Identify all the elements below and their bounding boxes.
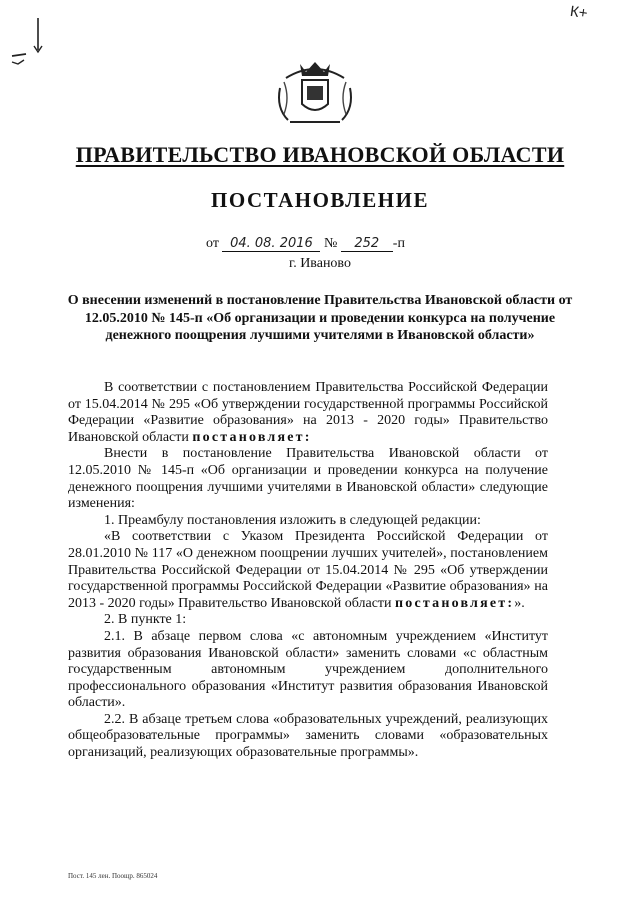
paragraph-item-1: 1. Преамбулу постановления изложить в следующей редакции: bbox=[104, 512, 481, 528]
document-subject: О внесении изменений в постановление Правительства Ивановской области от 12.05.2010 № 145-п «Об организации и проведении конкурса на получение денежного поощрения лучшими учителями в Ивановской области» bbox=[67, 293, 573, 343]
coat-of-arms-emblem bbox=[270, 58, 360, 130]
paragraph-item-2-2: 2.2. В абзаце третьем слова «образовательных учреждений, реализующих общеобразовательные программы» заменить словами «образовательных организаций, реализующих образовательные программы». bbox=[68, 711, 548, 761]
organization-title: ПРАВИТЕЛЬСТВО ИВАНОВСКОЙ ОБЛАСТИ bbox=[75, 142, 565, 167]
document-type: ПОСТАНОВЛЕНИЕ bbox=[211, 188, 429, 212]
paragraph-preamble: В соответствии с постановлением Правительства Российской Федерации от 15.04.2014 № 295 «Об утверждении государственной программы Российской Федерации «Развитие образования» на 2013 - 2020 годы» Правительство Ивановской области постановляет: bbox=[68, 380, 548, 445]
spaced-decree-word: постановляет: bbox=[395, 595, 515, 611]
date-number-line bbox=[206, 236, 405, 252]
handwritten-corner-mark bbox=[8, 10, 68, 70]
handwritten-date: 04. 08. 2016 bbox=[222, 236, 320, 252]
paragraph-item-2: 2. В пункте 1: bbox=[104, 612, 187, 628]
footer-file-reference: Пост. 145 лен. Поощр. 865024 bbox=[68, 872, 158, 880]
paragraph-item-2-1: 2.1. В абзаце первом слова «с автономным учреждением «Институт развития образования Ивановской области» заменить словами «с областным государственным автономным учреждением дополнительного профессионального образования «Институт развития образования Ивановской области». bbox=[68, 628, 548, 711]
spaced-decree-word: постановляет: bbox=[192, 429, 312, 445]
date-prefix: от bbox=[206, 236, 219, 251]
paragraph-amend-intro: Внести в постановление Правительства Ивановской области от 12.05.2010 № 145-п «Об организации и проведении конкурса на получение денежного поощрения лучшими учителями в Ивановской области» следующие изменения: bbox=[68, 446, 548, 512]
handwritten-number: 252 bbox=[341, 236, 393, 252]
number-suffix: -п bbox=[392, 236, 405, 251]
number-prefix: № bbox=[323, 236, 338, 251]
city: г. Иваново bbox=[289, 256, 351, 271]
paragraph-new-preamble: «В соответствии с Указом Президента Российской Федерации от 28.01.2010 № 117 «О денежном поощрении лучших учителей», постановлением Правительства Российской Федерации от 15.04.2014 № 295 «Об утверждении государственной программы Российской Федерации «Развитие образования» на 2013 - 2020 годы» Правительство Ивановской области постановляет:». bbox=[68, 529, 548, 611]
handwritten-top-right-mark: К+ bbox=[568, 2, 589, 23]
document-body bbox=[68, 380, 548, 762]
